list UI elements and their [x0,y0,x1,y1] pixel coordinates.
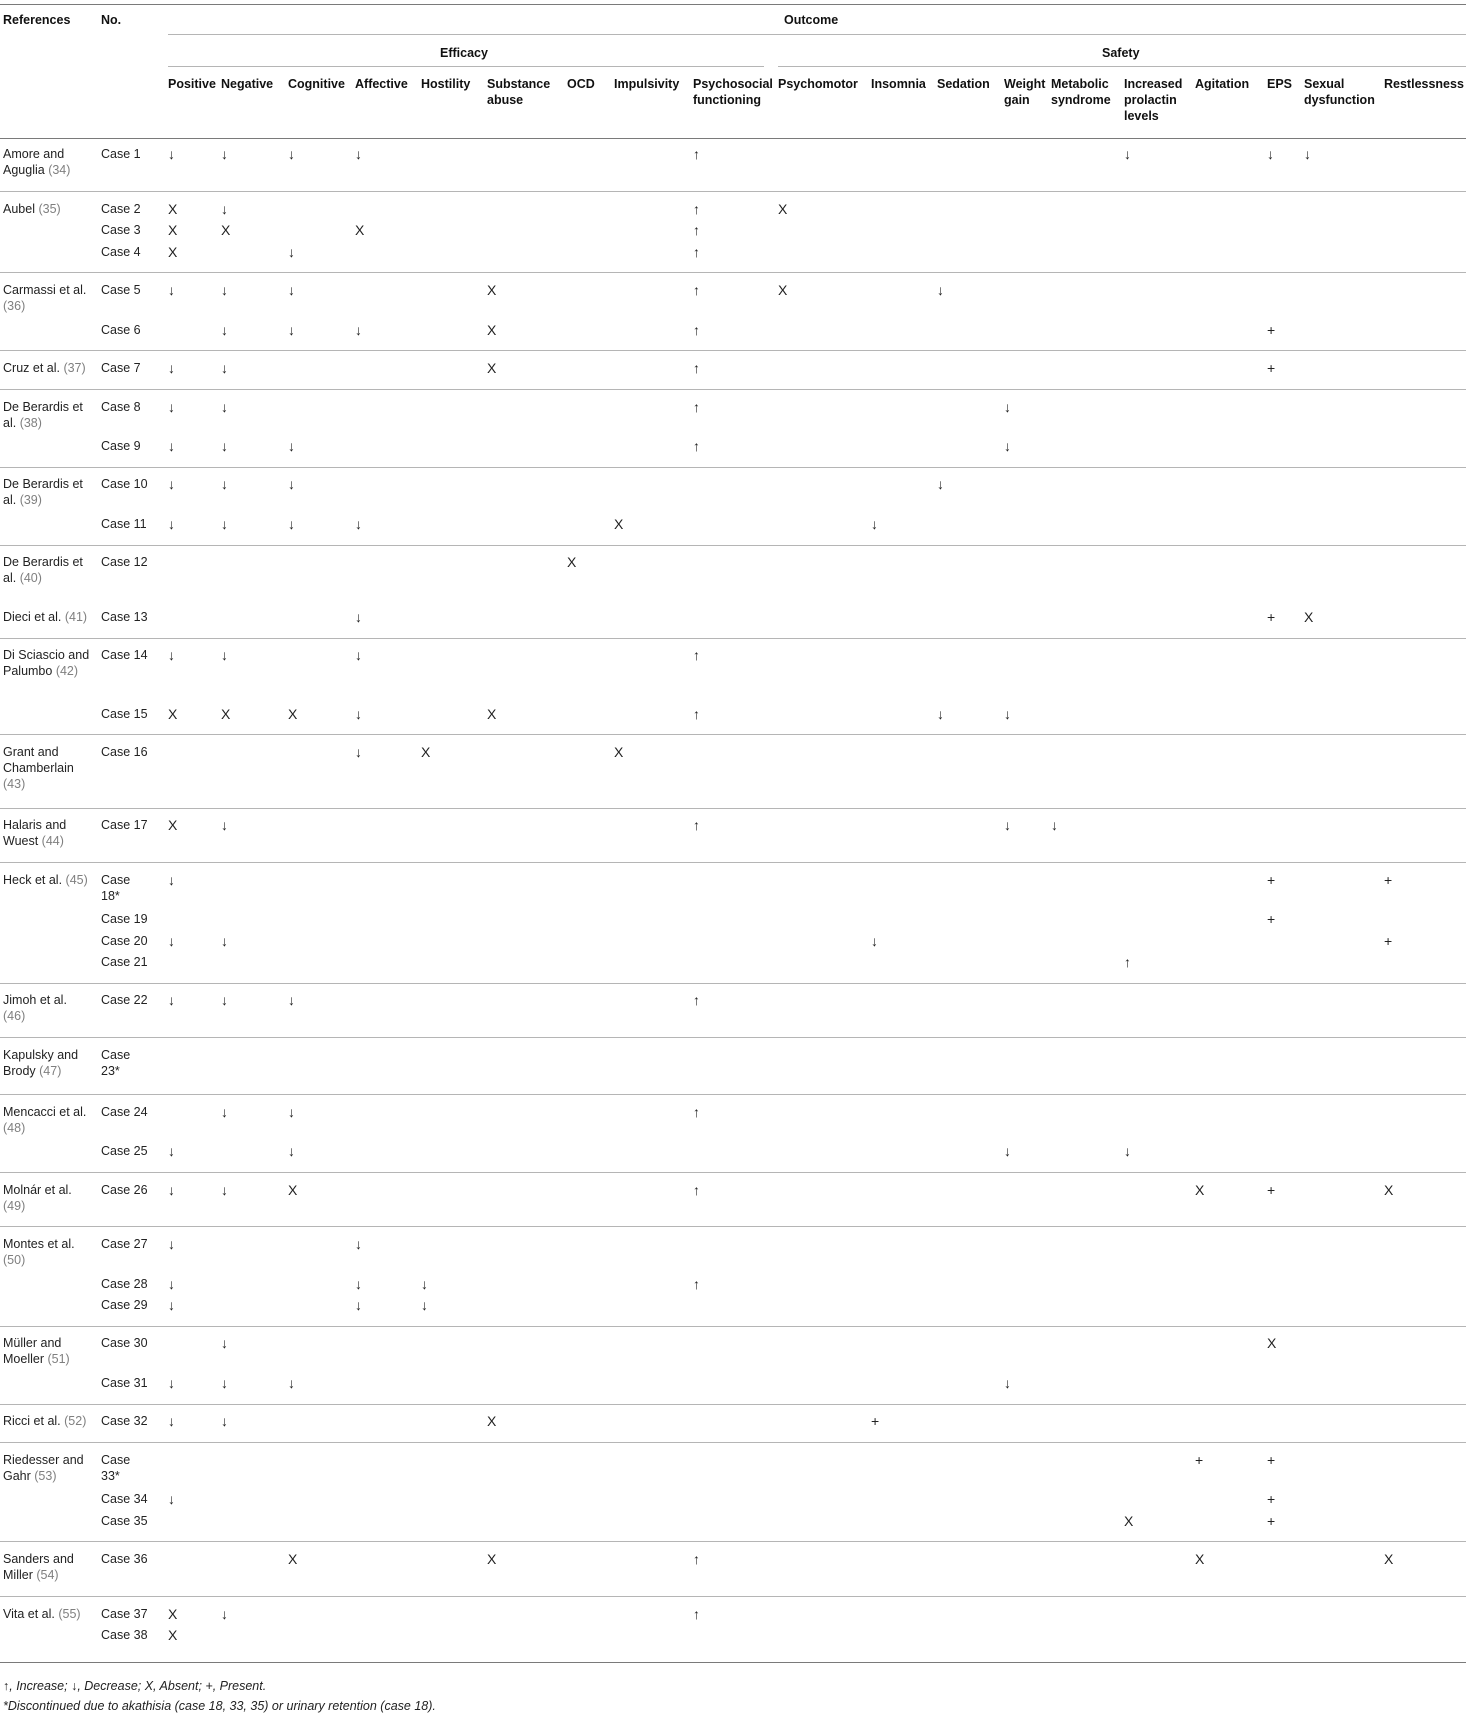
case-number: Case 6 [101,322,141,337]
mark-increase-psychosocial: ↑ [693,1605,700,1622]
reference-cell [3,360,91,376]
mark-decrease-positive: ↓ [168,146,175,163]
mark-decrease-negative: ↓ [221,1605,228,1622]
mark-decrease-cognitive: ↓ [288,476,295,493]
reference-cell [3,476,91,508]
mark-decrease-positive: ↓ [168,1235,175,1252]
reference-cell [3,1606,91,1622]
header-references: References [3,13,71,27]
column-header-ocd: OCD [567,77,595,91]
reference-citation: (41) [64,609,88,624]
mark-increase-psychosocial: ↑ [693,438,700,455]
column-header-hostility: Hostility [421,77,471,91]
reference-citation: (46) [3,1009,26,1024]
reference-cell [3,399,91,431]
case-number: Case 18* [101,872,131,903]
case-number: Case 15 [101,706,148,721]
mark-absent-cognitive: X [288,705,298,722]
mark-present-eps: + [1267,321,1276,338]
mark-decrease-positive: ↓ [168,438,175,455]
reference-cell [3,554,91,586]
case-number: Case 14 [101,648,148,663]
reference-authors: Carmassi et al. [3,283,87,298]
reference-cell [3,992,91,1024]
reference-citation: (50) [3,1252,26,1267]
mark-increase-psychosocial: ↑ [693,1551,700,1568]
reference-citation: (43) [3,777,26,792]
safety-rule [778,66,1466,67]
column-header-insomnia: Insomnia [871,77,926,91]
reference-authors: Aubel [3,201,39,216]
reference-cell [3,609,91,625]
mark-decrease-negative: ↓ [221,992,228,1009]
mark-decrease-negative: ↓ [221,932,228,949]
top-rule [0,4,1466,5]
group-divider [0,545,1466,546]
mark-decrease-positive: ↓ [168,1275,175,1292]
mark-decrease-cognitive: ↓ [288,516,295,532]
mark-decrease-cognitive: ↓ [288,1374,295,1391]
column-header-sexual: Sexual dysfunction [1304,77,1375,107]
mark-increase-psychosocial: ↑ [693,647,700,664]
reference-citation: (34) [48,163,71,178]
column-header-affective: Affective [355,77,408,91]
reference-cell [3,817,91,849]
case-number: Case 3 [101,223,141,238]
mark-increase-psychosocial: ↑ [693,817,700,834]
mark-decrease-positive: ↓ [168,1374,175,1391]
reference-cell [3,1104,91,1136]
mark-decrease-negative: ↓ [221,817,228,834]
reference-citation: (52) [64,1414,87,1429]
reference-authors: Halaris and Wuest [3,818,67,849]
mark-absent-substance-abuse: X [487,705,497,722]
mark-decrease-positive: ↓ [168,1143,175,1160]
case-number: Case 24 [101,1104,148,1119]
mark-absent-substance-abuse: X [487,282,497,299]
reference-cell [3,1335,91,1367]
reference-authors: Cruz et al. [3,361,64,376]
mark-absent-substance-abuse: X [487,1551,497,1568]
mark-present-agitation: + [1195,1451,1204,1468]
mark-decrease-affective: ↓ [355,1235,362,1252]
mark-absent-substance-abuse: X [487,360,497,377]
footnote-legend: ↑, Increase; ↓, Decrease; X, Absent; +, Present. [3,1679,267,1693]
header-safety: Safety [1102,46,1140,60]
mark-decrease-positive: ↓ [168,992,175,1009]
mark-present-eps: + [1267,1451,1276,1468]
header-efficacy: Efficacy [440,46,488,60]
column-header-agitation: Agitation [1195,77,1250,91]
reference-authors: Heck et al. [3,872,66,887]
mark-present-eps: + [1267,1491,1276,1508]
mark-decrease-affective: ↓ [355,744,362,761]
mark-absent-impulsivity: X [614,744,624,761]
mark-decrease-sedation: ↓ [937,476,944,493]
column-header-restlessness: Restlessness [1384,77,1464,91]
reference-authors: Ricci et al. [3,1414,65,1429]
mark-decrease-positive: ↓ [168,516,175,532]
case-number: Case 22 [101,993,148,1008]
mark-present-restlessness: + [1384,932,1393,949]
column-header-prolactin: Increased prolactin levels [1124,77,1183,123]
case-number: Case 25 [101,1144,148,1159]
mark-present-eps: + [1267,1512,1276,1529]
mark-increase-psychosocial: ↑ [693,146,700,163]
case-number: Case 12 [101,555,148,570]
mark-decrease-metabolic: ↓ [1051,817,1058,834]
mark-decrease-weight-gain: ↓ [1004,1143,1011,1160]
mark-decrease-positive: ↓ [168,360,175,377]
reference-authors: Molnár et al. [3,1182,72,1197]
reference-citation: (48) [3,1120,26,1135]
mark-decrease-affective: ↓ [355,146,362,163]
group-divider [0,638,1466,639]
case-number: Case 20 [101,933,148,948]
mark-absent-agitation: X [1195,1551,1205,1568]
mark-decrease-negative: ↓ [221,398,228,415]
case-number: Case 4 [101,244,141,259]
mark-increase-psychosocial: ↑ [693,282,700,299]
reference-cell [3,146,91,178]
mark-absent-cognitive: X [288,1181,298,1198]
group-divider [0,983,1466,984]
column-header-sedation: Sedation [937,77,990,91]
group-divider [0,1094,1466,1095]
mark-decrease-positive: ↓ [168,476,175,493]
reference-authors: Dieci et al. [3,609,65,624]
mark-absent-positive: X [168,200,178,217]
mark-decrease-affective: ↓ [355,321,362,338]
mark-present-eps: + [1267,608,1276,625]
mark-decrease-cognitive: ↓ [288,321,295,338]
reference-cell [3,1047,91,1079]
reference-citation: (55) [58,1606,81,1621]
reference-cell [3,744,91,792]
reference-authors: Vita et al. [3,1606,59,1621]
mark-increase-psychosocial: ↑ [693,200,700,217]
column-header-metabolic: Metabolic syndrome [1051,77,1111,107]
group-divider [0,1596,1466,1597]
case-number: Case 5 [101,283,141,298]
case-number: Case 27 [101,1236,148,1251]
mark-present-eps: + [1267,360,1276,377]
mark-decrease-positive: ↓ [168,1413,175,1430]
reference-cell [3,1236,91,1268]
column-header-impulsivity: Impulsivity [614,77,680,91]
case-number: Case 10 [101,477,148,492]
case-number: Case 9 [101,439,141,454]
column-header-cognitive: Cognitive [288,77,345,91]
footnote-asterisk: *Discontinued due to akathisia (case 18, 33, 35) or urinary retention (case 18). [3,1699,436,1713]
reference-cell [3,201,91,217]
mark-decrease-cognitive: ↓ [288,243,295,260]
mark-absent-impulsivity: X [614,516,624,532]
mark-decrease-affective: ↓ [355,608,362,625]
mark-absent-positive: X [168,1605,178,1622]
reference-citation: (53) [34,1468,57,1483]
column-header-negative: Negative [221,77,274,91]
reference-authors: Amore and Aguglia [3,147,65,178]
mark-decrease-negative: ↓ [221,1103,228,1120]
mark-absent-negative: X [221,705,231,722]
case-number: Case 19 [101,912,148,927]
mark-decrease-cognitive: ↓ [288,146,295,163]
case-number: Case 7 [101,361,141,376]
reference-citation: (42) [55,664,79,679]
group-divider [0,1442,1466,1443]
mark-decrease-positive: ↓ [168,647,175,664]
mark-absent-positive: X [168,817,178,834]
mark-increase-psychosocial: ↑ [693,705,700,722]
mark-decrease-positive: ↓ [168,871,175,888]
mark-decrease-prolactin: ↓ [1124,146,1131,163]
reference-cell [3,647,91,679]
mark-decrease-positive: ↓ [168,1181,175,1198]
mark-increase-psychosocial: ↑ [693,360,700,377]
mark-absent-agitation: X [1195,1181,1205,1198]
case-number: Case 36 [101,1552,148,1567]
mark-decrease-positive: ↓ [168,932,175,949]
mark-decrease-eps: ↓ [1267,146,1274,163]
header-no: No. [101,13,122,27]
mark-absent-restlessness: X [1384,1551,1394,1568]
group-divider [0,1541,1466,1542]
reference-authors: Di Sciascio and Palumbo [3,648,90,679]
group-divider [0,1172,1466,1173]
reference-authors: Sanders and Miller [3,1552,74,1583]
group-divider [0,467,1466,468]
case-number: Case 21 [101,954,148,969]
reference-cell [3,282,91,314]
reference-authors: Jimoh et al. [3,993,67,1008]
mark-increase-psychosocial: ↑ [693,398,700,415]
group-divider [0,862,1466,863]
mark-decrease-cognitive: ↓ [288,282,295,299]
mark-decrease-negative: ↓ [221,360,228,377]
mark-present-eps: + [1267,911,1276,928]
mark-absent-positive: X [168,243,178,260]
mark-decrease-affective: ↓ [355,705,362,722]
mark-decrease-negative: ↓ [221,321,228,338]
mark-absent-prolactin: X [1124,1512,1134,1529]
mark-decrease-sexual: ↓ [1304,146,1311,163]
mark-decrease-positive: ↓ [168,1491,175,1508]
mark-increase-prolactin: ↑ [1124,953,1131,970]
mark-decrease-cognitive: ↓ [288,438,295,455]
case-number: Case 16 [101,745,148,760]
reference-cell [3,872,91,888]
mark-decrease-negative: ↓ [221,1374,228,1391]
group-divider [0,1037,1466,1038]
mark-decrease-cognitive: ↓ [288,992,295,1009]
mark-decrease-negative: ↓ [221,516,228,532]
group-divider [0,1226,1466,1227]
column-header-eps: EPS [1267,77,1293,91]
mark-absent-cognitive: X [288,1551,298,1568]
mark-absent-negative: X [221,222,231,239]
mark-absent-eps: X [1267,1335,1277,1352]
case-number: Case 8 [101,399,141,414]
mark-increase-psychosocial: ↑ [693,243,700,260]
mark-absent-hostility: X [421,744,431,761]
reference-authors: De Berardis et al. [3,555,83,586]
group-divider [0,808,1466,809]
case-number: Case 33* [101,1452,131,1483]
group-divider [0,1404,1466,1405]
mark-increase-psychosocial: ↑ [693,222,700,239]
mark-decrease-negative: ↓ [221,200,228,217]
mark-increase-psychosocial: ↑ [693,1275,700,1292]
reference-cell [3,1551,91,1583]
reference-citation: (49) [3,1198,26,1213]
mark-decrease-affective: ↓ [355,516,362,532]
mark-decrease-weight-gain: ↓ [1004,1374,1011,1391]
group-divider [0,734,1466,735]
efficacy-rule [168,66,764,67]
bottom-rule [0,1662,1466,1663]
mark-decrease-affective: ↓ [355,1296,362,1313]
reference-citation: (37) [63,361,86,376]
mark-decrease-positive: ↓ [168,1296,175,1313]
mark-absent-positive: X [168,222,178,239]
group-divider [0,1326,1466,1327]
column-header-positive: Positive [168,77,216,91]
reference-citation: (38) [19,415,42,430]
mark-decrease-negative: ↓ [221,1181,228,1198]
mark-decrease-insomnia: ↓ [871,516,878,532]
mark-absent-positive: X [168,1626,178,1643]
case-number: Case 35 [101,1513,148,1528]
group-divider [0,272,1466,273]
reference-citation: (40) [19,571,42,586]
reference-authors: Mencacci et al. [3,1104,87,1119]
case-number: Case 38 [101,1627,148,1642]
mark-decrease-negative: ↓ [221,647,228,664]
mark-increase-psychosocial: ↑ [693,321,700,338]
case-number: Case 37 [101,1606,148,1621]
reference-authors: De Berardis et al. [3,477,83,508]
mark-absent-substance-abuse: X [487,1413,497,1430]
reference-citation: (39) [19,493,42,508]
case-number: Case 32 [101,1414,148,1429]
reference-authors: Montes et al. [3,1236,75,1251]
reference-cell [3,1452,91,1484]
mark-absent-restlessness: X [1384,1181,1394,1198]
mark-absent-sexual: X [1304,608,1314,625]
reference-cell [3,1182,91,1214]
reference-authors: Müller and Moeller [3,1336,62,1367]
mark-decrease-cognitive: ↓ [288,1103,295,1120]
mark-present-eps: + [1267,871,1276,888]
mark-absent-ocd: X [567,554,577,571]
mark-absent-positive: X [168,705,178,722]
case-number: Case 11 [101,517,147,531]
mark-decrease-weight-gain: ↓ [1004,705,1011,722]
mark-decrease-cognitive: ↓ [288,1143,295,1160]
mark-present-insomnia: + [871,1413,880,1430]
case-number: Case 13 [101,609,148,624]
case-number: Case 29 [101,1297,148,1312]
column-header-weight-gain: Weight gain [1004,77,1046,107]
mark-absent-psychomotor: X [778,200,788,217]
case-number: Case 23* [101,1047,131,1078]
mark-decrease-weight-gain: ↓ [1004,398,1011,415]
reference-citation: (35) [38,201,61,216]
mark-absent-affective: X [355,222,365,239]
mark-decrease-weight-gain: ↓ [1004,817,1011,834]
mark-present-eps: + [1267,1181,1276,1198]
header-bottom-rule [0,138,1466,139]
reference-authors: De Berardis et al. [3,399,83,430]
reference-citation: (44) [41,834,64,849]
reference-citation: (36) [3,299,26,314]
case-number: Case 30 [101,1336,148,1351]
mark-decrease-negative: ↓ [221,1335,228,1352]
column-header-psychosocial: Psychosocial functioning [693,77,773,107]
mark-present-restlessness: + [1384,871,1393,888]
reference-authors: Riedesser and Gahr [3,1452,84,1483]
mark-decrease-hostility: ↓ [421,1275,428,1292]
mark-decrease-positive: ↓ [168,398,175,415]
reference-cell [3,1413,91,1429]
mark-decrease-negative: ↓ [221,146,228,163]
case-number: Case 28 [101,1276,148,1291]
mark-increase-psychosocial: ↑ [693,992,700,1009]
case-number: Case 26 [101,1182,148,1197]
case-number: Case 17 [101,818,148,833]
case-number: Case 31 [101,1375,148,1390]
column-header-psychomotor: Psychomotor [778,77,858,91]
case-number: Case 34 [101,1492,148,1507]
mark-decrease-negative: ↓ [221,438,228,455]
reference-citation: (54) [36,1568,59,1583]
header-outcome: Outcome [784,13,839,27]
mark-decrease-sedation: ↓ [937,705,944,722]
case-number: Case 1 [101,147,141,162]
mark-decrease-negative: ↓ [221,476,228,493]
group-divider [0,350,1466,351]
mark-decrease-affective: ↓ [355,647,362,664]
reference-authors: Kapulsky and Brody [3,1047,79,1078]
column-header-substance-abuse: Substance abuse [487,77,551,107]
group-divider [0,191,1466,192]
mark-decrease-hostility: ↓ [421,1296,428,1313]
case-number: Case 2 [101,201,141,216]
reference-citation: (45) [65,872,88,887]
mark-decrease-sedation: ↓ [937,282,944,299]
mark-decrease-weight-gain: ↓ [1004,438,1011,455]
mark-increase-psychosocial: ↑ [693,1181,700,1198]
reference-citation: (47) [39,1063,62,1078]
mark-decrease-negative: ↓ [221,282,228,299]
mark-increase-psychosocial: ↑ [693,1103,700,1120]
mark-decrease-prolactin: ↓ [1124,1143,1131,1160]
mark-decrease-affective: ↓ [355,1275,362,1292]
mark-absent-substance-abuse: X [487,321,497,338]
reference-authors: Grant and Chamberlain [3,745,74,776]
mark-absent-psychomotor: X [778,282,788,299]
mark-decrease-positive: ↓ [168,282,175,299]
mark-decrease-insomnia: ↓ [871,932,878,949]
mark-decrease-negative: ↓ [221,1413,228,1430]
group-divider [0,389,1466,390]
reference-citation: (51) [47,1352,70,1367]
outcome-rule [168,34,1466,35]
